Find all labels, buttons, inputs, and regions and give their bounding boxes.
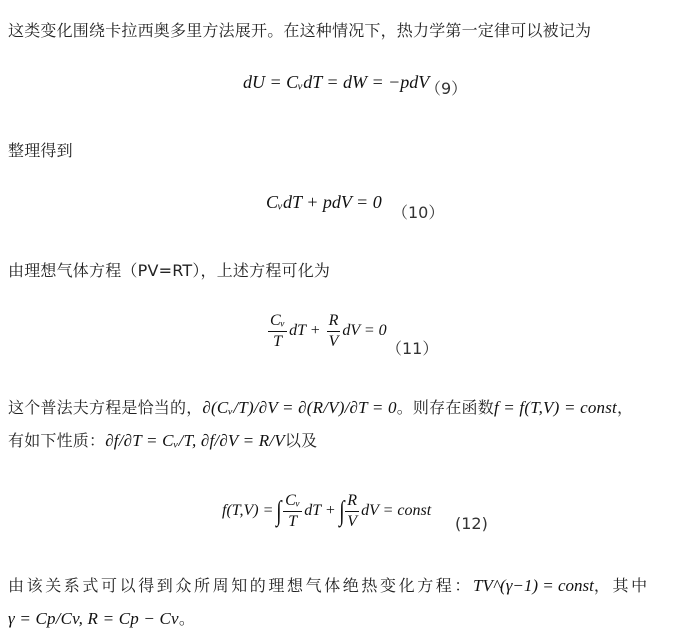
equation-11 <box>266 312 387 351</box>
equation-11-number: （11） <box>386 339 439 358</box>
intro-text: 这类变化围绕卡拉西奥多里方法展开。在这种情况下，热力学第一定律可以被记为 <box>8 21 592 40</box>
equation-12-tail: dV = const <box>361 502 432 520</box>
fraction-numerator: R <box>345 492 359 512</box>
fraction-numerator: Cᵥ <box>268 312 287 332</box>
fraction-denominator: V <box>347 513 358 530</box>
fraction-denominator: T <box>288 513 298 530</box>
equation-10 <box>266 192 382 213</box>
paragraph-pfaffian <box>8 397 633 419</box>
pfaffian-exactness-condition: ∂(Cᵥ/T)/∂V = ∂(R/V)/∂T = 0 <box>202 398 397 417</box>
equation-12-fraction-r-over-v <box>345 492 359 531</box>
properties-text-b: 以及 <box>284 431 318 450</box>
equation-11-mid: dT + <box>289 322 321 340</box>
paragraph-intro <box>8 20 591 42</box>
equation-11-tail: dV = 0 <box>342 322 387 340</box>
fraction-denominator: T <box>273 333 283 350</box>
gamma-definition: γ = Cp/Cv, R = Cp − Cv <box>8 609 179 628</box>
equation-9-number: （9） <box>425 79 468 98</box>
fraction-denominator: V <box>328 333 339 350</box>
pfaffian-text-b: 。则存在函数 <box>396 398 494 417</box>
paragraph-ideal-gas <box>8 260 330 282</box>
paragraph-properties <box>8 430 317 452</box>
integral-sign: ∫ <box>276 495 282 527</box>
partial-derivatives: ∂f/∂T = Cᵥ/T, ∂f/∂V = R/V <box>105 431 285 450</box>
adiabatic-text-b: ，其中 <box>593 576 650 595</box>
function-f-definition: f = f(T,V) = const <box>493 398 617 417</box>
integral-sign: ∫ <box>338 495 345 527</box>
equation-10-number: （10） <box>392 203 445 222</box>
pfaffian-text-a: 这个普法夫方程是恰当的， <box>8 398 203 417</box>
paragraph-adiabatic <box>8 575 650 597</box>
properties-text-a: 有如下性质： <box>8 431 106 450</box>
adiabatic-text-a: 由该关系式可以得到众所周知的理想气体绝热变化方程： <box>8 576 474 595</box>
equation-12-number: (12) <box>455 514 488 533</box>
fraction-numerator: R <box>327 312 341 332</box>
equation-12-lhs: f(T,V) = <box>222 502 274 520</box>
equation-12 <box>222 492 431 531</box>
equation-9 <box>243 72 429 93</box>
pfaffian-text-c: ， <box>616 398 634 417</box>
paragraph-gamma-definition <box>8 608 195 630</box>
equation-12-fraction-cv-over-t <box>283 492 302 531</box>
equation-11-fraction-cv-over-t <box>268 312 287 351</box>
equation-12-mid: dT + <box>304 502 336 520</box>
equation-11-fraction-r-over-v <box>327 312 341 351</box>
ideal-gas-text: 由理想气体方程（PV=RT），上述方程可化为 <box>8 261 331 280</box>
equation-9-expr: dU = CᵥdT = dW = −pdV <box>243 72 430 92</box>
equation-10-expr: CᵥdT + pdV = 0 <box>266 192 382 212</box>
fraction-numerator: Cᵥ <box>283 492 302 512</box>
paragraph-rearrange <box>8 140 73 162</box>
gamma-text: 。 <box>178 609 196 628</box>
rearrange-text: 整理得到 <box>8 141 73 160</box>
adiabatic-equation: TV^(γ−1) = const <box>473 576 594 595</box>
